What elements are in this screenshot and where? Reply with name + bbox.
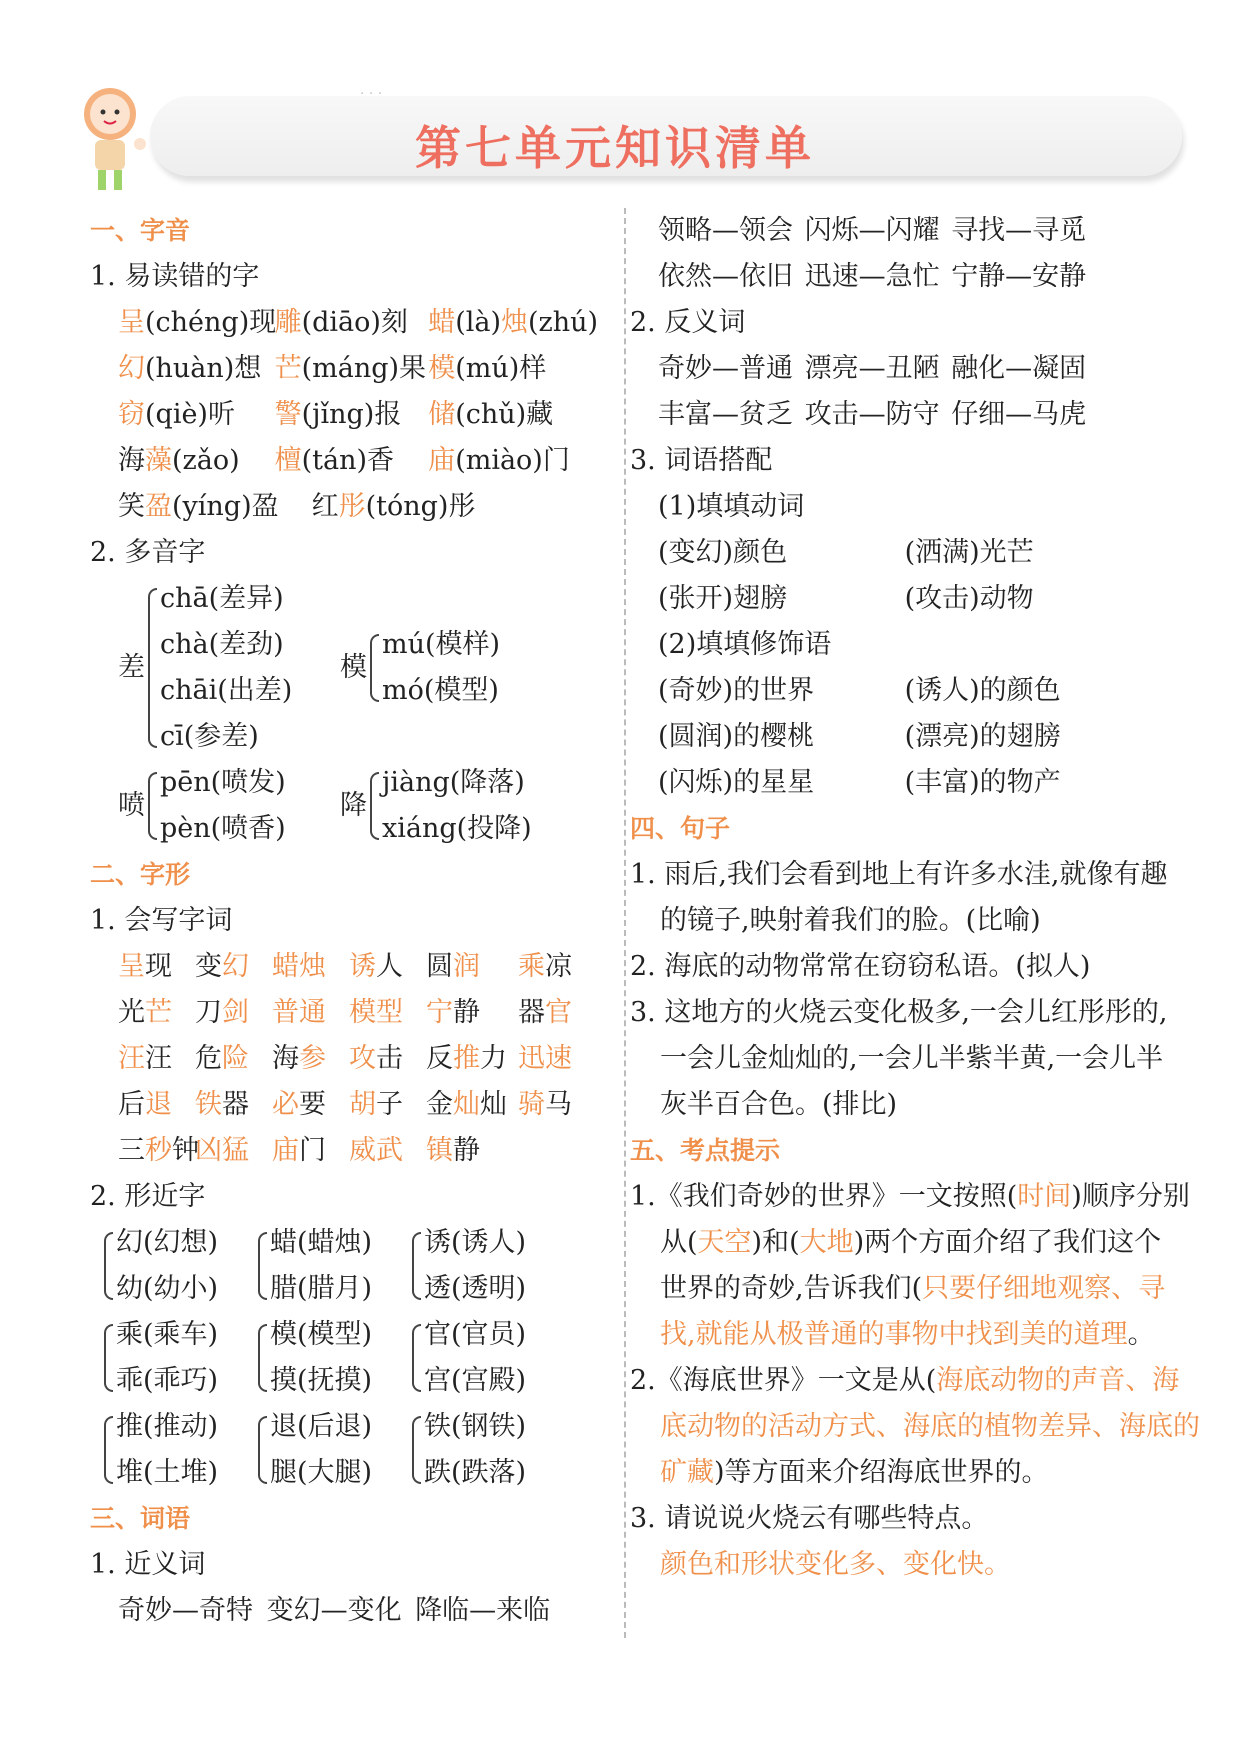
subsection-title: 1. 易读错的字 xyxy=(90,261,260,292)
word-item: 骑马 xyxy=(518,1089,572,1120)
similar-char-row: 推(推动) 堆(土堆) 退(后退) 腿(大腿) 铁(钢铁) 跌(跌落) xyxy=(90,1404,625,1496)
word-row xyxy=(90,990,625,1036)
cartoon-mascot-icon xyxy=(60,84,180,194)
sentence-line: 的镜子,映射着我们的脸。(比喻) xyxy=(660,905,1041,936)
synonym-row: 奇妙—奇特 变幻—变化 降临—来临 xyxy=(118,1595,551,1626)
polyphone-char: 差 xyxy=(118,652,145,683)
pinyin-row: 窃(qiè)听 警(jǐng)报 储(chǔ)藏 xyxy=(118,399,554,430)
similar-char-row: 幻(幻想) 幼(幼小) 蜡(蜡烛) 腊(腊月) 诱(诱人) 透(透明) xyxy=(90,1220,625,1312)
pinyin-row: 海藻(zǎo) 檀(tán)香 庙(miào)门 xyxy=(118,445,570,476)
word-item: 危险 xyxy=(195,1043,249,1074)
word-item: 凶猛 xyxy=(195,1135,249,1166)
sentence-line: 一会儿金灿灿的,一会儿半紫半黄,一会儿半 xyxy=(660,1043,1164,1074)
tip-line: 3. 请说说火烧云有哪些特点。 xyxy=(630,1503,989,1534)
tip-line: 底动物的活动方式、海底的植物差异、海底的 xyxy=(660,1411,1200,1442)
subsection-title: (2)填填修饰语 xyxy=(658,629,832,660)
word-item: 胡子 xyxy=(349,1089,403,1120)
word-item: 后退 xyxy=(118,1089,172,1120)
tip-answer: 颜色和形状变化多、变化快。 xyxy=(660,1549,1011,1580)
word-row xyxy=(90,1082,625,1128)
page-title: 第七单元知识清单 xyxy=(415,121,815,175)
collocation-row: (变幻)颜色 (洒满)光芒 xyxy=(658,537,1034,568)
collocation-row: (张开)翅膀 (攻击)动物 xyxy=(658,583,1034,614)
word-item: 乘凉 xyxy=(518,951,572,982)
word-item: 光芒 xyxy=(118,997,172,1028)
section-title: 五、考点提示 xyxy=(630,1136,781,1165)
word-row xyxy=(90,944,625,990)
tip-line: 矿藏)等方面来介绍海底世界的。 xyxy=(660,1457,1049,1488)
word-grid xyxy=(90,944,625,1174)
subsection-title: 2. 多音字 xyxy=(90,537,206,568)
word-item: 蜡烛 xyxy=(272,951,326,982)
pinyin-row: 幻(huàn)想 芒(máng)果 模(mú)样 xyxy=(118,353,547,384)
synonym-row: 领略—领会 闪烁—闪耀 寻找—寻觅 xyxy=(658,215,1087,246)
sentence-line: 2. 海底的动物常常在窃窃私语。(拟人) xyxy=(630,951,1091,982)
polyphone-group: 差 chā(差异) chà(差劲) chāi(出差) cī(参差) 模 mú(模样) mó(模型) xyxy=(118,583,501,752)
polyphone-char: 模 xyxy=(340,652,367,683)
section-title: 一、字音 xyxy=(90,216,191,245)
similar-char-grid xyxy=(90,1220,625,1496)
polyphone-char: 降 xyxy=(340,790,367,821)
subsection-title: 1. 会写字词 xyxy=(90,905,233,936)
tip-line: 找,就能从极普通的事物中找到美的道理。 xyxy=(660,1319,1155,1350)
word-item: 迅速 xyxy=(518,1043,572,1074)
word-item: 器官 xyxy=(518,997,572,1028)
sparkle-icon: · · · xyxy=(360,86,383,102)
word-item: 圆润 xyxy=(426,951,480,982)
tip-line: 2.《海底世界》一文是从(海底动物的声音、海 xyxy=(630,1365,1180,1396)
section-title: 四、句子 xyxy=(630,814,731,843)
word-item: 诱人 xyxy=(349,951,403,982)
pinyin-row: 笑盈(yíng)盈 红彤(tóng)彤 xyxy=(118,491,476,522)
word-item: 模型 xyxy=(349,997,403,1028)
word-item: 普通 xyxy=(272,997,326,1028)
sentence-line: 1. 雨后,我们会看到地上有许多水洼,就像有趣 xyxy=(630,859,1168,890)
sentence-line: 3. 这地方的火烧云变化极多,一会儿红彤彤的, xyxy=(630,997,1168,1028)
tip-line: 世界的奇妙,告诉我们(只要仔细地观察、寻 xyxy=(660,1273,1166,1304)
section-title: 三、词语 xyxy=(90,1504,191,1533)
subsection-title: (1)填填动词 xyxy=(658,491,805,522)
word-item: 庙门 xyxy=(272,1135,326,1166)
sentence-line: 灰半百合色。(排比) xyxy=(660,1089,898,1120)
word-item: 海参 xyxy=(272,1043,326,1074)
word-item: 变幻 xyxy=(195,951,249,982)
word-item: 三秒钟 xyxy=(118,1135,199,1166)
subsection-title: 2. 反义词 xyxy=(630,307,746,338)
word-item: 金灿灿 xyxy=(426,1089,507,1120)
word-item: 威武 xyxy=(349,1135,403,1166)
synonym-row: 依然—依旧 迅速—急忙 宁静—安静 xyxy=(658,261,1087,292)
left-column xyxy=(90,208,625,1634)
right-column xyxy=(630,208,1200,1588)
similar-char-row: 乘(乘车) 乖(乖巧) 模(模型) 摸(抚摸) 官(官员) 宫(宫殿) xyxy=(90,1312,625,1404)
subsection-title: 3. 词语搭配 xyxy=(630,445,773,476)
subsection-title: 1. 近义词 xyxy=(90,1549,206,1580)
polyphone-char: 喷 xyxy=(118,790,145,821)
collocation-row: (闪烁)的星星 (丰富)的物产 xyxy=(658,767,1061,798)
word-item: 必要 xyxy=(272,1089,326,1120)
tip-line: 1.《我们奇妙的世界》一文按照(时间)顺序分别 xyxy=(630,1181,1190,1212)
pinyin-row: 呈(chéng)现 雕(diāo)刻 蜡(là)烛(zhú) xyxy=(118,307,599,338)
word-row xyxy=(90,1036,625,1082)
collocation-row: (奇妙)的世界 (诱人)的颜色 xyxy=(658,675,1061,706)
word-item: 汪汪 xyxy=(118,1043,172,1074)
word-item: 攻击 xyxy=(349,1043,403,1074)
word-item: 刀剑 xyxy=(195,997,249,1028)
word-item: 反推力 xyxy=(426,1043,507,1074)
subsection-title: 2. 形近字 xyxy=(90,1181,206,1212)
section-title: 二、字形 xyxy=(90,860,191,889)
word-item: 呈现 xyxy=(118,951,172,982)
word-item: 宁静 xyxy=(426,997,480,1028)
collocation-row: (圆润)的樱桃 (漂亮)的翅膀 xyxy=(658,721,1061,752)
word-item: 铁器 xyxy=(195,1089,249,1120)
word-row xyxy=(90,1128,625,1174)
tip-line: 从(天空)和(大地)两个方面介绍了我们这个 xyxy=(660,1227,1162,1258)
antonym-row: 丰富—贫乏 攻击—防守 仔细—马虎 xyxy=(658,399,1087,430)
word-item: 镇静 xyxy=(426,1135,480,1166)
antonym-row: 奇妙—普通 漂亮—丑陋 融化—凝固 xyxy=(658,353,1087,384)
polyphone-group: 喷 pēn(喷发) pèn(喷香) 降 jiàng(降落) xiáng(投降) xyxy=(118,767,532,844)
